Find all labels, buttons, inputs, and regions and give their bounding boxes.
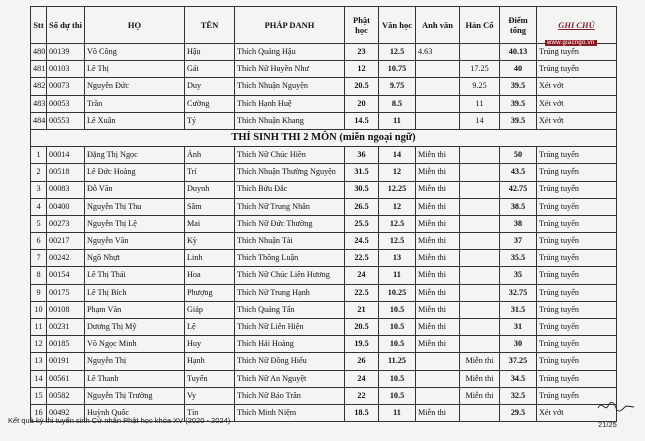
section-header [31, 129, 617, 146]
table-row [31, 387, 617, 404]
cell-tong: 29.5 [500, 404, 537, 421]
cell-anh: Miễn thi [416, 164, 460, 181]
cell-phap: Thích Nữ Bảo Trân [235, 387, 345, 404]
cell-ho: Huỳnh Quốc [85, 404, 185, 421]
cell-anh: Miễn thi [416, 147, 460, 164]
cell-ghi: Trúng tuyển [537, 233, 617, 250]
cell-tong: 34.5 [500, 370, 537, 387]
cell-ho: Dương Thị Mỹ [85, 319, 185, 336]
cell-phap: Thích Nhuận Tài [235, 233, 345, 250]
cell-van: 12.5 [379, 44, 416, 61]
cell-stt: 14 [31, 370, 47, 387]
cell-ten: Sâm [185, 198, 235, 215]
cell-ten: Mai [185, 215, 235, 232]
cell-ten: Tuyến [185, 370, 235, 387]
header-han-co: Hán Cổ [460, 7, 500, 44]
table-row [31, 267, 617, 284]
cell-phap: Thích Nữ Huyền Như [235, 61, 345, 78]
header-anh-van: Anh văn [416, 7, 460, 44]
cell-phap: Thích Nữ Đức Thường [235, 215, 345, 232]
cell-phap: Thích Hạnh Huệ [235, 95, 345, 112]
cell-ten: Linh [185, 250, 235, 267]
cell-stt: 484 [31, 112, 47, 129]
top-rows [31, 44, 617, 130]
cell-anh: Miễn thi [416, 181, 460, 198]
cell-ghi: Trúng tuyển [537, 250, 617, 267]
cell-phat: 20 [345, 95, 379, 112]
cell-tong: 37.25 [500, 353, 537, 370]
cell-anh: Miễn thi [416, 301, 460, 318]
cell-stt: 7 [31, 250, 47, 267]
cell-ho: Đặng Thị Ngọc [85, 147, 185, 164]
cell-sbd: 00518 [47, 164, 85, 181]
cell-ten: Tín [185, 404, 235, 421]
cell-ho: Phạm Văn [85, 301, 185, 318]
cell-han [460, 44, 500, 61]
cell-ho: Đỗ Văn [85, 181, 185, 198]
cell-ghi: Xét vớt [537, 112, 617, 129]
results-table [30, 6, 617, 422]
cell-ghi: Trúng tuyển [537, 215, 617, 232]
cell-sbd: 00053 [47, 95, 85, 112]
cell-anh: Miễn thi [416, 319, 460, 336]
cell-van: 11 [379, 267, 416, 284]
cell-van: 12 [379, 198, 416, 215]
cell-anh: Miễn thi [416, 198, 460, 215]
cell-phat: 22.5 [345, 250, 379, 267]
cell-tong: 40 [500, 61, 537, 78]
cell-sbd: 00217 [47, 233, 85, 250]
cell-ho: Võ Ngọc Minh [85, 336, 185, 353]
cell-sbd: 00400 [47, 198, 85, 215]
cell-ten: Giáp [185, 301, 235, 318]
cell-tong: 31.5 [500, 301, 537, 318]
cell-phap: Thích Thông Luận [235, 250, 345, 267]
cell-ten: Ánh [185, 147, 235, 164]
cell-phap: Thích Nữ Trung Hạnh [235, 284, 345, 301]
cell-stt: 5 [31, 215, 47, 232]
cell-phat: 23 [345, 44, 379, 61]
cell-van: 8.5 [379, 95, 416, 112]
cell-phat: 19.5 [345, 336, 379, 353]
cell-phat: 30.5 [345, 181, 379, 198]
cell-ghi: Trúng tuyển [537, 147, 617, 164]
cell-anh [416, 370, 460, 387]
cell-phat: 12 [345, 61, 379, 78]
table-row [31, 198, 617, 215]
cell-ghi: Trúng tuyển [537, 61, 617, 78]
cell-ho: Lê Thị Bích [85, 284, 185, 301]
table-row [31, 319, 617, 336]
header-ten: TÊN [185, 7, 235, 44]
cell-sbd: 00103 [47, 61, 85, 78]
cell-han [460, 215, 500, 232]
cell-phap: Thích Bửu Đắc [235, 181, 345, 198]
cell-sbd: 00231 [47, 319, 85, 336]
cell-van: 10.25 [379, 284, 416, 301]
cell-phap: Thích Nữ Chúc Liên Hương [235, 267, 345, 284]
cell-stt: 481 [31, 61, 47, 78]
cell-anh [416, 78, 460, 95]
cell-tong: 30 [500, 336, 537, 353]
cell-phat: 20.5 [345, 319, 379, 336]
cell-stt: 4 [31, 198, 47, 215]
table-row [31, 233, 617, 250]
cell-ten: Phượng [185, 284, 235, 301]
cell-tong: 39.5 [500, 95, 537, 112]
cell-stt: 3 [31, 181, 47, 198]
cell-tong: 42.75 [500, 181, 537, 198]
cell-ten: Cường [185, 95, 235, 112]
cell-sbd: 00242 [47, 250, 85, 267]
cell-ten: Hậu [185, 44, 235, 61]
cell-sbd: 00175 [47, 284, 85, 301]
cell-phat: 18.5 [345, 404, 379, 421]
table-row [31, 61, 617, 78]
cell-phap: Thích Hải Hoàng [235, 336, 345, 353]
cell-tong: 35.5 [500, 250, 537, 267]
table-row [31, 370, 617, 387]
table-row [31, 78, 617, 95]
cell-van: 12.5 [379, 215, 416, 232]
cell-ten: Gái [185, 61, 235, 78]
cell-ghi: Xét vớt [537, 78, 617, 95]
cell-phap: Thích Quảng Tấn [235, 301, 345, 318]
cell-tong: 40.13 [500, 44, 537, 61]
cell-han [460, 147, 500, 164]
cell-ho: Lê Đức Hoàng [85, 164, 185, 181]
cell-ten: Vy [185, 387, 235, 404]
header-diem-tong: Điểm tổng [500, 7, 537, 44]
cell-stt: 11 [31, 319, 47, 336]
table-row [31, 284, 617, 301]
cell-phap: Thích Nữ An Nguyệt [235, 370, 345, 387]
cell-phap: Thích Nhuận Khang [235, 112, 345, 129]
cell-phat: 21 [345, 301, 379, 318]
cell-ho: Nguyễn Đức [85, 78, 185, 95]
table-row [31, 44, 617, 61]
cell-phat: 25.5 [345, 215, 379, 232]
cell-han [460, 250, 500, 267]
cell-sbd: 00083 [47, 181, 85, 198]
cell-stt: 15 [31, 387, 47, 404]
cell-phat: 22.5 [345, 284, 379, 301]
cell-ghi: Xét vớt [537, 404, 617, 421]
cell-han [460, 267, 500, 284]
cell-han: Miễn thi [460, 370, 500, 387]
cell-phap: Thích Nữ Chúc Hiền [235, 147, 345, 164]
cell-stt: 6 [31, 233, 47, 250]
cell-van: 10.5 [379, 370, 416, 387]
table-row [31, 95, 617, 112]
cell-ghi: Trúng tuyển [537, 44, 617, 61]
cell-han [460, 164, 500, 181]
cell-anh: Miễn thi [416, 336, 460, 353]
table-row [31, 164, 617, 181]
cell-ten: Kỳ [185, 233, 235, 250]
cell-ho: Lê Thị Thái [85, 267, 185, 284]
cell-phat: 24 [345, 267, 379, 284]
cell-anh: Miễn thi [416, 215, 460, 232]
cell-ten: Hoa [185, 267, 235, 284]
cell-ten: Duynh [185, 181, 235, 198]
cell-sbd: 00073 [47, 78, 85, 95]
cell-tong: 38.5 [500, 198, 537, 215]
cell-anh [416, 112, 460, 129]
cell-ho: Lê Thanh [85, 370, 185, 387]
cell-phap: Thích Nhuận Nguyện [235, 78, 345, 95]
cell-tong: 32.5 [500, 387, 537, 404]
signature-icon [596, 394, 636, 416]
cell-phap: Thích Nhuận Thường Nguyện [235, 164, 345, 181]
cell-van: 12.5 [379, 233, 416, 250]
header-sbd: Số dự thi [47, 7, 85, 44]
cell-han: 14 [460, 112, 500, 129]
cell-phat: 26.5 [345, 198, 379, 215]
cell-han [460, 181, 500, 198]
cell-stt: 1 [31, 147, 47, 164]
cell-anh [416, 95, 460, 112]
cell-anh: Miễn thi [416, 250, 460, 267]
table-row [31, 112, 617, 129]
cell-sbd: 00185 [47, 336, 85, 353]
cell-van: 11.25 [379, 353, 416, 370]
cell-tong: 31 [500, 319, 537, 336]
cell-anh: Miễn thi [416, 284, 460, 301]
cell-phat: 14.5 [345, 112, 379, 129]
cell-han: 11 [460, 95, 500, 112]
cell-ghi: Trúng tuyển [537, 284, 617, 301]
cell-stt: 483 [31, 95, 47, 112]
cell-ho: Nguyễn Thị Thu [85, 198, 185, 215]
section-title: THÍ SINH THI 2 MÔN (miễn ngoại ngữ) [31, 129, 617, 146]
cell-sbd: 00154 [47, 267, 85, 284]
cell-phap: Thích Quảng Hậu [235, 44, 345, 61]
cell-phat: 24 [345, 370, 379, 387]
cell-phap: Thích Nữ Liên Hiện [235, 319, 345, 336]
table-row [31, 301, 617, 318]
cell-van: 10.75 [379, 61, 416, 78]
cell-ghi: Trúng tuyển [537, 353, 617, 370]
cell-tong: 35 [500, 267, 537, 284]
watermark-logo: www.giacngo.vn [547, 40, 595, 46]
cell-ho: Ngô Nhựt [85, 250, 185, 267]
cell-sbd: 00582 [47, 387, 85, 404]
cell-han: Miễn thi [460, 387, 500, 404]
cell-stt: 9 [31, 284, 47, 301]
cell-sbd: 00014 [47, 147, 85, 164]
cell-tong: 50 [500, 147, 537, 164]
cell-ten: Trí [185, 164, 235, 181]
cell-van: 13 [379, 250, 416, 267]
cell-sbd: 00191 [47, 353, 85, 370]
cell-stt: 482 [31, 78, 47, 95]
cell-phat: 22 [345, 387, 379, 404]
cell-tong: 39.5 [500, 78, 537, 95]
cell-sbd: 00492 [47, 404, 85, 421]
cell-ghi: Trúng tuyển [537, 319, 617, 336]
cell-ten: Duy [185, 78, 235, 95]
cell-ghi: Trúng tuyển [537, 301, 617, 318]
cell-han: 9.25 [460, 78, 500, 95]
section-rows [31, 147, 617, 422]
cell-anh: Miễn thi [416, 267, 460, 284]
cell-ghi: Trúng tuyển [537, 387, 617, 404]
cell-ghi: Xét vớt [537, 95, 617, 112]
cell-han [460, 404, 500, 421]
cell-anh [416, 61, 460, 78]
cell-phap: Thích Nữ Đồng Hiếu [235, 353, 345, 370]
cell-van: 12.25 [379, 181, 416, 198]
header-phap-danh: PHÁP DANH [235, 7, 345, 44]
page-number: 21/25 [598, 420, 617, 429]
cell-tong: 38 [500, 215, 537, 232]
cell-anh: Miễn thi [416, 233, 460, 250]
cell-ghi: Trúng tuyển [537, 181, 617, 198]
table-row [31, 250, 617, 267]
cell-ten: Hạnh [185, 353, 235, 370]
table-row [31, 353, 617, 370]
header-ghi-chu: GHI CHÚ [537, 7, 617, 44]
cell-phat: 24.5 [345, 233, 379, 250]
cell-ho: Nguyễn Văn [85, 233, 185, 250]
cell-tong: 37 [500, 233, 537, 250]
table-row [31, 215, 617, 232]
header-van-hoc: Văn học [379, 7, 416, 44]
cell-phat: 26 [345, 353, 379, 370]
cell-van: 11 [379, 112, 416, 129]
cell-tong: 43.5 [500, 164, 537, 181]
cell-anh [416, 353, 460, 370]
footer-caption: Kết quả kỳ thi tuyển sinh Cử nhân Phật học khóa XV (2020 - 2024) [8, 416, 231, 425]
cell-ho: Trần [85, 95, 185, 112]
cell-van: 10.5 [379, 387, 416, 404]
cell-han [460, 284, 500, 301]
cell-han [460, 233, 500, 250]
cell-van: 10.5 [379, 336, 416, 353]
cell-han [460, 319, 500, 336]
cell-van: 11 [379, 404, 416, 421]
header-ho: HỌ [85, 7, 185, 44]
cell-van: 9.75 [379, 78, 416, 95]
cell-ho: Nguyễn Thị Trường [85, 387, 185, 404]
cell-anh: Miễn thi [416, 404, 460, 421]
cell-han [460, 198, 500, 215]
cell-sbd: 00273 [47, 215, 85, 232]
cell-ho: Nguyễn Thị Lệ [85, 215, 185, 232]
cell-van: 10.5 [379, 301, 416, 318]
cell-ghi: Trúng tuyển [537, 164, 617, 181]
cell-phat: 20.5 [345, 78, 379, 95]
cell-sbd: 00139 [47, 44, 85, 61]
cell-stt: 10 [31, 301, 47, 318]
cell-ten: Huy [185, 336, 235, 353]
cell-ho: Lê Xuân [85, 112, 185, 129]
cell-van: 14 [379, 147, 416, 164]
cell-stt: 2 [31, 164, 47, 181]
cell-ho: Võ Công [85, 44, 185, 61]
cell-stt: 480 [31, 44, 47, 61]
cell-han [460, 336, 500, 353]
table-row [31, 181, 617, 198]
cell-stt: 16 [31, 404, 47, 421]
cell-ten: Tý [185, 112, 235, 129]
table-row [31, 147, 617, 164]
cell-stt: 12 [31, 336, 47, 353]
table-row [31, 336, 617, 353]
cell-sbd: 00553 [47, 112, 85, 129]
cell-ghi: Trúng tuyển [537, 198, 617, 215]
cell-stt: 13 [31, 353, 47, 370]
cell-stt: 8 [31, 267, 47, 284]
cell-han: 17.25 [460, 61, 500, 78]
cell-ho: Lê Thị [85, 61, 185, 78]
cell-phat: 36 [345, 147, 379, 164]
header-phat-hoc: Phật học [345, 7, 379, 44]
cell-ghi: Trúng tuyển [537, 370, 617, 387]
cell-phap: Thích Minh Niệm [235, 404, 345, 421]
cell-han [460, 301, 500, 318]
header-row [31, 7, 617, 44]
cell-phat: 31.5 [345, 164, 379, 181]
cell-ghi: Trúng tuyển [537, 336, 617, 353]
cell-van: 10.5 [379, 319, 416, 336]
header-stt: Stt [31, 7, 47, 44]
cell-tong: 39.5 [500, 112, 537, 129]
cell-ho: Nguyễn Thị [85, 353, 185, 370]
cell-tong: 32.75 [500, 284, 537, 301]
cell-ten: Lệ [185, 319, 235, 336]
cell-van: 12 [379, 164, 416, 181]
cell-sbd: 00108 [47, 301, 85, 318]
cell-sbd: 00561 [47, 370, 85, 387]
cell-ghi: Trúng tuyển [537, 267, 617, 284]
cell-han: Miễn thi [460, 353, 500, 370]
cell-phap: Thích Nữ Trung Nhân [235, 198, 345, 215]
cell-anh: 4.63 [416, 44, 460, 61]
cell-anh [416, 387, 460, 404]
